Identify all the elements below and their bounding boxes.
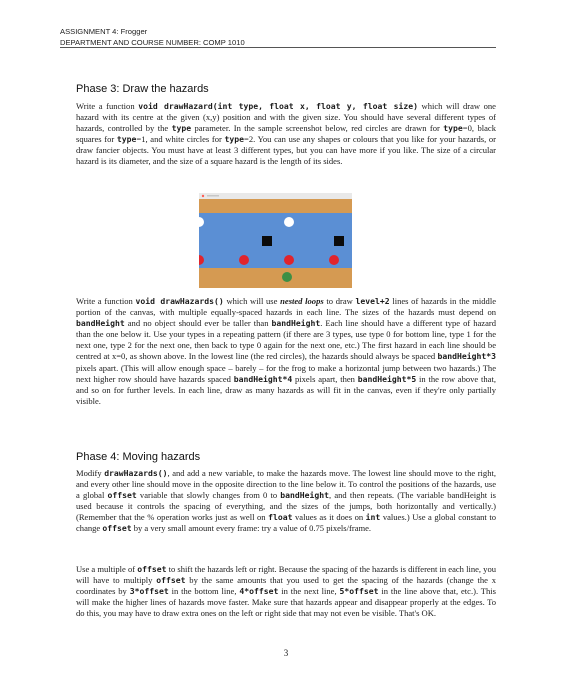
code-term: void drawHazards()	[135, 296, 224, 306]
black-square-hazard	[262, 236, 272, 246]
page-number: 3	[283, 648, 289, 658]
code-term: offset	[156, 575, 186, 586]
code-term: bandHeight	[280, 490, 330, 501]
text-run: which will use	[223, 296, 281, 306]
text-run: Write a function	[76, 101, 139, 111]
text-run: by the same amounts that you used to get the spacing of the hazards (change the x coordinates by	[76, 575, 496, 597]
phase4-heading: Phase 4: Moving hazards	[76, 451, 201, 463]
text-run: values.) Use a global constant to change	[76, 512, 496, 534]
text-run: in the row above that, and so on for further levels. In each line, draw as many hazards as will fit in the canvas, even if they're only partially visible.	[76, 373, 496, 406]
text-run: in the line above that, etc.). This will make the higher lines of hazards move faster. Make sure that hazards appear and disappear properly at the edges. To do this, you may have to draw extra ones on the left or right side that may not even be visible. That's OK.	[76, 586, 496, 619]
code-term: type	[443, 123, 463, 134]
red-circle-hazard	[284, 255, 294, 265]
phase3-paragraph-1	[76, 101, 496, 168]
text-run: Modify	[76, 468, 105, 478]
text-run: Write a function	[76, 296, 136, 306]
code-term: 5*offset	[339, 586, 379, 597]
code-term: bandHeight	[76, 318, 125, 329]
black-square-hazard	[334, 236, 344, 246]
text-run: parameter. In the sample screenshot below, red circles are drawn for	[191, 123, 444, 134]
emphasis: nested loops	[280, 296, 324, 306]
text-run: which will draw one hazard with its centre at the given (x,y) position and with the given size. You should have several different types of hazards, controlled by the	[76, 101, 496, 134]
text-run: pixels apart, then	[292, 373, 358, 384]
code-term: bandHeight*3	[437, 351, 496, 362]
code-term: 3*offset	[129, 586, 169, 597]
code-term: type	[116, 134, 137, 145]
red-circle-hazard	[239, 255, 249, 265]
code-term: float	[268, 512, 293, 523]
top-safe-band	[199, 199, 352, 213]
code-term: bandHeight*5	[357, 373, 417, 384]
text-run: to shift the hazards left or right. Because the spacing of the hazards is different in each line, you will have to multiply	[76, 564, 496, 586]
code-term: bandHeight	[271, 318, 321, 329]
window-title-text	[207, 195, 219, 197]
white-circle-hazard	[284, 217, 294, 227]
code-term: 4*offset	[239, 586, 279, 597]
page-header	[60, 26, 500, 48]
text-run: and no object should ever be taller than	[124, 318, 272, 329]
assignment-title: ASSIGNMENT 4: Frogger	[60, 27, 148, 36]
text-run: to draw	[323, 296, 356, 306]
header-rule	[60, 47, 496, 48]
phase3-paragraph-2	[76, 296, 496, 407]
text-run: lines of hazards in the middle portion of the canvas, with multiple equally-spaced hazards in each line. The sizes of the hazards must depend on	[76, 296, 497, 318]
phase4-paragraph-1	[76, 468, 496, 535]
text-run: values as it does on	[292, 512, 366, 523]
red-circle-hazard	[329, 255, 339, 265]
sample-screenshot	[199, 193, 352, 288]
text-run: in the bottom line,	[168, 586, 240, 597]
text-run: variable that slowly changes from 0 to	[136, 490, 281, 501]
code-term: bandHeight*4	[233, 373, 293, 384]
code-term: offset	[107, 490, 137, 501]
frog	[282, 272, 292, 282]
code-term: void drawHazard(int type, float x, float y, float size)	[138, 101, 418, 111]
window-close-dot	[202, 195, 204, 197]
text-run: =2. You can use any shapes or colours that you like for your hazards, or draw fancier objects. You must have at least 3 different types, but you can have more if you like. The size of a circular hazard is its diameter, and the size of a square hazard is the length of its sides.	[76, 134, 497, 167]
text-run: . Each line should have a different type of hazard than the one below it. Use your types in a repeating pattern (if there are 3 types, use type 0 for bottom line, type 1 for the next one, type 2 for the next one, then back to type 0 again for the next one, etc.) The first hazard in each line should be centred at x=0, as shown above. In the lowest line (the red circles), the hazards should always be spaced	[76, 318, 496, 362]
text-run: =0, black squares for	[76, 123, 496, 145]
text-run: in the next line,	[278, 586, 340, 597]
bottom-safe-band	[199, 268, 352, 288]
text-run: =1, and white circles for	[136, 134, 225, 145]
text-run: , and then repeats. (The variable bandHeight is used because it controls the spacing of everything, and the sizes of the jumps, both horizontally and vertically.) (Remember that the % operation works just as well on	[76, 490, 496, 523]
code-term: drawHazards()	[104, 468, 168, 478]
text-run: by a very small amount every frame: try a value of 0.75 pixels/frame.	[131, 523, 372, 534]
phase4-paragraph-2	[76, 564, 496, 619]
text-run: Use a multiple of	[76, 564, 138, 574]
code-term: type	[171, 123, 192, 134]
phase3-heading: Phase 3: Draw the hazards	[76, 83, 209, 95]
text-run: , and add a new variable, to make the hazards move. The lowest line should move to the right, and every other line should move in the opposite direction to the line below it. To control the positions of the hazards, use a global	[76, 468, 496, 501]
code-term: offset	[137, 564, 167, 574]
code-term: offset	[102, 523, 132, 534]
text-run: pixels apart. (This will allow enough space – barely – for the frog to make a horizontal jump between two hazards.) The next higher row should have hazards spaced	[76, 362, 496, 384]
code-term: type	[224, 134, 244, 145]
department-course-line: DEPARTMENT AND COURSE NUMBER: COMP 1010	[60, 38, 245, 47]
code-term: int	[365, 512, 381, 523]
window-titlebar	[199, 193, 352, 199]
code-term: level+2	[355, 296, 390, 306]
